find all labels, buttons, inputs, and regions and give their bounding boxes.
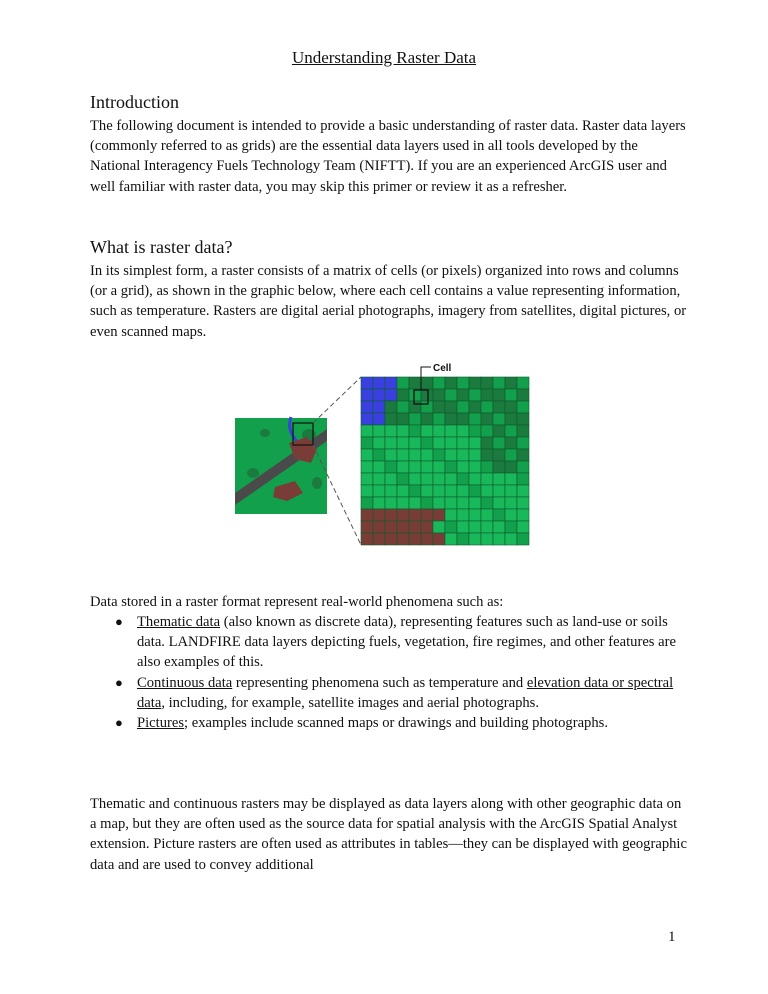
photo-tree (247, 468, 259, 478)
raster-cell (445, 437, 457, 449)
term-continuous-data: Continuous data (137, 674, 233, 691)
thematic-description: (also known as discrete data), representing features such as land-use or soils data. LANDFIRE data layers depicting fuels, vegetation, fire regimes, and other features are also examples of this. (137, 614, 676, 671)
raster-cell (505, 533, 517, 545)
raster-cell (445, 533, 457, 545)
bullet-icon: ● (115, 715, 123, 731)
list-item-thematic (90, 612, 680, 673)
raster-cell (457, 437, 469, 449)
raster-cell (385, 437, 397, 449)
raster-cell (505, 461, 517, 473)
raster-cell (481, 461, 493, 473)
raster-cell (397, 497, 409, 509)
raster-data-heading: What is raster data? (90, 237, 233, 257)
raster-cell (433, 509, 445, 521)
raster-cell (445, 509, 457, 521)
raster-data-text: In its simplest form, a raster consists of a matrix of cells (or pixels) organized into rows and columns (or a grid), as shown in the graphic below, where each cell contains a value representing information, such as temperature. Rasters are digital aerial photographs, imagery from satellites, digital pictures, or even scanned maps. (90, 263, 687, 340)
raster-cell (373, 485, 385, 497)
raster-cell (517, 533, 529, 545)
raster-cell (505, 473, 517, 485)
closing-paragraph (90, 794, 690, 875)
list-item-pictures (90, 713, 680, 733)
raster-cell (481, 425, 493, 437)
raster-cell (445, 425, 457, 437)
raster-cell (397, 521, 409, 533)
bullet-icon: ● (115, 614, 123, 629)
raster-cell (481, 401, 493, 413)
raster-cell (469, 401, 481, 413)
term-elevation-data: elevation data or spectral data (137, 674, 674, 711)
raster-cell (421, 497, 433, 509)
raster-cell (505, 521, 517, 533)
raster-cell (469, 449, 481, 461)
raster-cell (433, 377, 445, 389)
raster-cell (421, 461, 433, 473)
raster-cell (481, 413, 493, 425)
raster-cell (469, 509, 481, 521)
phenomena-list (90, 612, 680, 733)
raster-cell (397, 449, 409, 461)
raster-cell (409, 437, 421, 449)
raster-cell (397, 413, 409, 425)
raster-cell (397, 389, 409, 401)
raster-cell (457, 389, 469, 401)
raster-cell (481, 449, 493, 461)
raster-cell (493, 377, 505, 389)
raster-cell (493, 413, 505, 425)
raster-cell (433, 521, 445, 533)
raster-cell (385, 377, 397, 389)
raster-cell (421, 533, 433, 545)
raster-cell (457, 449, 469, 461)
raster-cell (385, 461, 397, 473)
raster-cell (517, 425, 529, 437)
raster-cell (409, 449, 421, 461)
raster-cell (373, 521, 385, 533)
bullet-icon: ● (115, 674, 123, 690)
raster-cell (481, 485, 493, 497)
raster-cell (433, 437, 445, 449)
introduction-text: The following document is intended to provide a basic understanding of raster data. Raster data layers (commonly referred to as grids) are the essential data layers used in all tools developed by the National Interagency Fuels Technology Team (NIFTT). If you are an experienced ArcGIS user and well familiar with raster data, you may skip this primer or review it as a refresher. (90, 118, 686, 195)
raster-cell (481, 437, 493, 449)
raster-data-paragraph (90, 261, 690, 342)
raster-cell (385, 509, 397, 521)
raster-cell (409, 497, 421, 509)
raster-cell (433, 413, 445, 425)
cell-callout-label: Cell (433, 363, 452, 374)
raster-cell (361, 533, 373, 545)
raster-cell (361, 461, 373, 473)
raster-cell (457, 461, 469, 473)
raster-cell (373, 389, 385, 401)
raster-cell (385, 389, 397, 401)
raster-cell (493, 401, 505, 413)
raster-cell (493, 461, 505, 473)
raster-cell (409, 509, 421, 521)
term-pictures: Pictures (137, 715, 185, 732)
raster-figure-svg (225, 355, 545, 555)
page-number: 1 (668, 929, 676, 945)
raster-cell (493, 389, 505, 401)
raster-cell (397, 509, 409, 521)
raster-cell (433, 497, 445, 509)
phenomena-intro-text: Data stored in a raster format represent real-world phenomena such as: (90, 594, 504, 610)
raster-cell (361, 449, 373, 461)
pictures-description: ; examples include scanned maps or drawings and building photographs. (184, 715, 608, 732)
raster-cell (505, 401, 517, 413)
raster-cell (361, 497, 373, 509)
aerial-photo-thumbnail (235, 417, 327, 514)
raster-cell (517, 497, 529, 509)
document-title: Understanding Raster Data (291, 48, 477, 67)
raster-cell (493, 449, 505, 461)
raster-cell (421, 509, 433, 521)
raster-cell (505, 377, 517, 389)
raster-cell (373, 473, 385, 485)
raster-cell (445, 449, 457, 461)
raster-cell (433, 389, 445, 401)
raster-cell (517, 401, 529, 413)
raster-illustration (225, 355, 545, 555)
raster-cell (361, 377, 373, 389)
raster-cell (505, 389, 517, 401)
closing-text: Thematic and continuous rasters may be displayed as data layers along with other geographic data on a map, but they are often used as the source data for spatial analysis with the ArcGIS Spatial Analyst extension. Picture rasters are often used as attributes in tables—they can be displayed with geographic data and are used to convey additional (90, 796, 687, 873)
raster-cell (361, 485, 373, 497)
continuous-description: , including, for example, satellite images and aerial photographs. (161, 694, 540, 711)
raster-cell (517, 485, 529, 497)
raster-cell (421, 473, 433, 485)
raster-cell (517, 509, 529, 521)
raster-cell (385, 425, 397, 437)
raster-cell (517, 437, 529, 449)
raster-cell (517, 449, 529, 461)
raster-cell (421, 485, 433, 497)
raster-cell (373, 425, 385, 437)
raster-cell (397, 425, 409, 437)
raster-cell (469, 533, 481, 545)
raster-cell (361, 401, 373, 413)
raster-cell (445, 497, 457, 509)
raster-cell (445, 413, 457, 425)
raster-cell-grid (361, 377, 529, 545)
raster-cell (445, 401, 457, 413)
list-item-continuous (90, 673, 680, 713)
raster-cell (457, 425, 469, 437)
raster-cell (373, 461, 385, 473)
raster-cell (493, 497, 505, 509)
raster-cell (397, 473, 409, 485)
raster-cell (517, 413, 529, 425)
raster-cell (481, 473, 493, 485)
raster-cell (373, 401, 385, 413)
raster-cell (505, 485, 517, 497)
raster-cell (397, 533, 409, 545)
raster-cell (457, 401, 469, 413)
raster-cell (421, 401, 433, 413)
raster-cell (505, 425, 517, 437)
raster-cell (361, 521, 373, 533)
raster-cell (385, 485, 397, 497)
raster-cell (433, 473, 445, 485)
raster-cell (445, 485, 457, 497)
raster-cell (469, 521, 481, 533)
raster-cell (397, 401, 409, 413)
raster-cell (421, 449, 433, 461)
raster-cell (469, 413, 481, 425)
raster-cell (433, 461, 445, 473)
raster-cell (385, 533, 397, 545)
raster-cell (469, 461, 481, 473)
raster-cell (433, 449, 445, 461)
raster-cell (505, 449, 517, 461)
raster-cell (361, 437, 373, 449)
raster-cell (469, 473, 481, 485)
raster-cell (397, 437, 409, 449)
raster-cell (493, 473, 505, 485)
raster-cell (493, 521, 505, 533)
raster-cell (469, 497, 481, 509)
raster-cell (361, 413, 373, 425)
raster-cell (469, 437, 481, 449)
photo-tree (260, 429, 270, 437)
raster-cell (517, 389, 529, 401)
raster-cell (385, 449, 397, 461)
raster-cell (493, 425, 505, 437)
raster-cell (421, 521, 433, 533)
raster-cell (409, 473, 421, 485)
raster-cell (445, 473, 457, 485)
raster-cell (457, 533, 469, 545)
raster-cell (445, 377, 457, 389)
raster-cell (457, 521, 469, 533)
raster-cell (493, 437, 505, 449)
raster-cell (409, 521, 421, 533)
raster-cell (493, 485, 505, 497)
raster-cell (469, 377, 481, 389)
raster-cell (493, 533, 505, 545)
raster-cell (385, 473, 397, 485)
continuous-connector: representing phenomena such as temperature and (232, 674, 527, 691)
raster-cell (433, 425, 445, 437)
introduction-paragraph (90, 116, 690, 197)
raster-cell (361, 425, 373, 437)
raster-cell (481, 497, 493, 509)
raster-cell (457, 509, 469, 521)
raster-cell (361, 473, 373, 485)
raster-cell (517, 521, 529, 533)
raster-cell (433, 485, 445, 497)
raster-cell (409, 533, 421, 545)
raster-cell (445, 461, 457, 473)
raster-cell (517, 461, 529, 473)
raster-cell (445, 521, 457, 533)
raster-cell (409, 377, 421, 389)
raster-cell (481, 533, 493, 545)
raster-cell (481, 377, 493, 389)
raster-cell (397, 461, 409, 473)
raster-cell (457, 413, 469, 425)
raster-cell (421, 389, 433, 401)
raster-cell (505, 437, 517, 449)
raster-cell (457, 377, 469, 389)
term-thematic-data: Thematic data (137, 614, 221, 630)
raster-cell (517, 377, 529, 389)
raster-cell (505, 497, 517, 509)
raster-cell (409, 485, 421, 497)
raster-cell (433, 401, 445, 413)
raster-cell (469, 485, 481, 497)
raster-cell (385, 413, 397, 425)
raster-cell (433, 533, 445, 545)
raster-cell (481, 521, 493, 533)
raster-cell (457, 485, 469, 497)
raster-cell (421, 437, 433, 449)
raster-cell (361, 509, 373, 521)
raster-cell (421, 377, 433, 389)
zoom-connector-top (313, 377, 361, 423)
raster-cell (457, 473, 469, 485)
raster-cell (373, 449, 385, 461)
raster-cell (457, 497, 469, 509)
raster-cell (373, 413, 385, 425)
raster-cell (421, 425, 433, 437)
raster-cell (385, 497, 397, 509)
raster-cell (373, 437, 385, 449)
raster-cell (385, 521, 397, 533)
raster-cell (409, 461, 421, 473)
raster-cell (409, 389, 421, 401)
raster-cell (445, 389, 457, 401)
raster-cell (421, 413, 433, 425)
raster-cell (481, 509, 493, 521)
raster-cell (373, 497, 385, 509)
raster-cell (373, 509, 385, 521)
raster-cell (409, 425, 421, 437)
photo-tree (312, 477, 322, 489)
raster-cell (409, 413, 421, 425)
raster-cell (493, 509, 505, 521)
raster-cell (469, 389, 481, 401)
raster-cell (469, 425, 481, 437)
raster-cell (505, 509, 517, 521)
raster-cell (481, 389, 493, 401)
raster-cell (409, 401, 421, 413)
raster-cell (517, 473, 529, 485)
raster-cell (373, 377, 385, 389)
raster-cell (373, 533, 385, 545)
raster-cell (397, 377, 409, 389)
raster-cell (397, 485, 409, 497)
raster-cell (385, 401, 397, 413)
introduction-heading: Introduction (90, 92, 179, 112)
phenomena-intro (90, 592, 690, 612)
raster-cell (361, 389, 373, 401)
raster-cell (505, 413, 517, 425)
